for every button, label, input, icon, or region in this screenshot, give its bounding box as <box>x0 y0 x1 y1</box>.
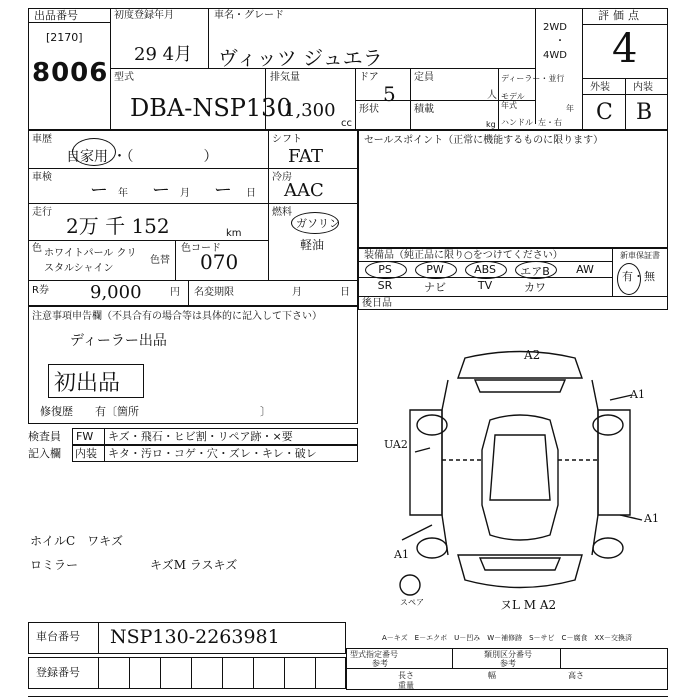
displacement-label: 排気量 <box>270 72 300 83</box>
form-label: 型式指定番号 <box>350 650 398 659</box>
equipment-item: AW <box>576 263 594 276</box>
history-value: 自家用 ・（ ） <box>66 149 218 165</box>
form-ref: 参考 <box>372 659 388 668</box>
sales-label: セールスポイント（正常に機能するものに限ります） <box>364 135 604 146</box>
registration-cell-divider <box>160 657 161 689</box>
shape-label: 形状 <box>359 104 379 115</box>
dealer-label: ディーラー・並行 <box>501 74 565 83</box>
model-value: DBA-NSP130 <box>130 94 292 122</box>
entry-label: 記入欄 <box>28 447 61 460</box>
interior-value: B <box>636 100 653 125</box>
fuel-diesel: 軽油 <box>300 238 325 252</box>
inspection-month: ー <box>152 180 170 201</box>
mark-left-rear: A1 <box>394 548 409 561</box>
lot-label: 出品番号 <box>34 9 78 22</box>
history-label: 車歴 <box>32 134 52 145</box>
equipment-item: PW <box>426 263 444 276</box>
registration-cell-divider <box>222 657 223 689</box>
rear-label: 後日品 <box>362 298 392 309</box>
inspector-ext-items: キズ・飛石・ヒビ割・リペア跡・×要 <box>108 430 293 443</box>
equipment-circle <box>465 261 507 279</box>
bottom-cut-line <box>28 696 668 697</box>
equipment-item: TV <box>477 279 493 292</box>
equipment-item: ナビ <box>424 281 446 294</box>
grade-label: 評価点 <box>598 9 643 22</box>
inspector-label: 検査員 <box>28 430 61 443</box>
car-damage-diagram <box>370 340 670 630</box>
color-label: 色 <box>32 243 42 254</box>
damage-legend: A－キズ E－エクボ U－凹み W－補修跡 S－サビ C－腐食 XX－交換済 <box>382 634 633 642</box>
handle-label: ハンドル <box>501 118 533 127</box>
first-reg-label: 初度登録年月 <box>114 10 174 21</box>
registration-cell-divider <box>253 657 254 689</box>
load-unit: kg <box>486 120 496 129</box>
grade-value: 4 <box>612 26 638 72</box>
ac-value: AAC <box>284 180 324 201</box>
repair-history: 修復歴 有〔箇所 〕 <box>40 405 271 418</box>
interior-label: 内装 <box>633 82 653 93</box>
displacement-unit: cc <box>341 118 352 129</box>
chassis-value: NSP130-2263981 <box>110 626 280 648</box>
equipment-circle <box>415 261 457 279</box>
handle-value: 左・右 <box>538 118 562 127</box>
reg-label: 登録番号 <box>36 666 80 679</box>
mark-spare: スペア <box>400 598 424 607</box>
height-label: 高さ <box>568 671 584 680</box>
color-change-label: 色替 <box>150 255 170 266</box>
equipment-item: ABS <box>474 263 496 276</box>
lot-sub: [2170] <box>46 31 83 44</box>
shift-value: FAT <box>288 146 323 167</box>
color-value: ホワイトパール クリスタルシャイン <box>44 248 137 274</box>
load-label: 積載 <box>414 104 434 115</box>
mark-front: A2 <box>524 348 541 362</box>
color-code-label: 色コード <box>181 243 221 254</box>
inspection-month-unit: 月 <box>180 188 190 199</box>
inspection-day-unit: 日 <box>246 188 256 199</box>
mark-right-rear: A1 <box>644 512 659 525</box>
inspection-label: 車検 <box>32 172 52 183</box>
weight-label: 重量 <box>398 681 414 690</box>
mark-front-right: A1 <box>630 388 645 401</box>
fuel-circle <box>291 212 339 234</box>
doors-value: 5 <box>383 82 396 106</box>
equipment-circle <box>365 261 407 279</box>
inspector-fw: FW <box>76 430 94 443</box>
model-label: 型式 <box>114 72 134 83</box>
equipment-item: PS <box>378 263 392 276</box>
ac-label: 冷房 <box>272 172 292 183</box>
equipment-item: カワ <box>524 281 546 294</box>
equipment-item: エアB <box>520 265 550 278</box>
recycle-label: R券 <box>32 285 49 296</box>
registration-cell-divider <box>191 657 192 689</box>
mileage-label: 走行 <box>32 207 52 218</box>
expiry-label: 名変期限 <box>194 287 234 298</box>
length-label: 長さ <box>398 671 414 680</box>
capacity-label: 定員 <box>414 72 434 83</box>
mileage-unit: km <box>226 228 242 239</box>
capacity-unit: 人 <box>487 90 497 101</box>
registration-cell-divider <box>129 657 130 689</box>
drive-4wd: 4WD <box>543 50 567 61</box>
recycle-unit: 円 <box>170 287 180 298</box>
remarks-line-2: ロミラー キズM ラスキズ <box>30 558 238 572</box>
remarks-line-1: ホイルC ワキズ <box>30 534 123 548</box>
inspection-day: ー <box>214 180 232 201</box>
inspector-int-items: キタ・汚ロ・コゲ・穴・ズレ・キレ・破レ <box>108 447 317 460</box>
manual-circle <box>617 263 641 295</box>
manual-value: 有・無 <box>622 270 655 283</box>
car-name-label: 車名・グレード <box>214 10 284 21</box>
exterior-label: 外装 <box>590 82 610 93</box>
notes-label: 注意事項申告欄（不具合有の場合等は具体的に記入して下さい） <box>32 311 322 322</box>
expiry-month-unit: 月 <box>292 287 302 298</box>
equipment-label: 装備品（純正品に限り○をつけてください） <box>364 250 563 261</box>
drive-dot: ・ <box>555 36 565 47</box>
inspector-int: 内装 <box>75 447 97 460</box>
fuel-label: 燃料 <box>272 207 292 218</box>
model-year-label: モデル年式 <box>501 92 525 110</box>
first-reg-value: 29 4月 <box>134 44 193 65</box>
equipment-circle <box>515 261 557 279</box>
lot-number: 8006 <box>32 58 109 88</box>
car-name-value: ヴィッツ ジュエラ <box>218 46 383 70</box>
notes-handwriting: ディーラー出品 <box>70 333 167 349</box>
displacement-value: 1,300 <box>284 100 336 121</box>
mark-left-front: UA2 <box>384 438 408 451</box>
drive-2wd: 2WD <box>543 22 567 33</box>
category-label: 類別区分番号 <box>484 650 532 659</box>
exterior-value: C <box>596 100 613 125</box>
registration-cell-divider <box>315 657 316 689</box>
manual-label: 新車保証書 <box>620 251 660 260</box>
fuel-gasoline: ガソリン <box>296 217 340 230</box>
doors-label: ドア <box>359 72 379 83</box>
color-code-value: 070 <box>200 250 239 274</box>
inspection-year: ー <box>90 180 108 201</box>
mark-rear: ヌL M A2 <box>500 598 557 612</box>
shift-label: シフト <box>272 134 302 145</box>
history-circle <box>72 138 116 166</box>
first-listing: 初出品 <box>54 371 121 396</box>
chassis-label: 車台番号 <box>36 630 80 643</box>
year-unit: 年 <box>566 104 574 113</box>
expiry-day-unit: 日 <box>340 287 350 298</box>
inspection-year-unit: 年 <box>118 188 128 199</box>
mileage-value: 2万 千 152 <box>66 214 170 238</box>
width-label: 幅 <box>488 671 496 680</box>
registration-cell-divider <box>284 657 285 689</box>
recycle-value: 9,000 <box>90 282 142 303</box>
sales-frame <box>358 130 668 248</box>
equipment-item: SR <box>377 279 393 292</box>
category-ref: 参考 <box>500 659 516 668</box>
